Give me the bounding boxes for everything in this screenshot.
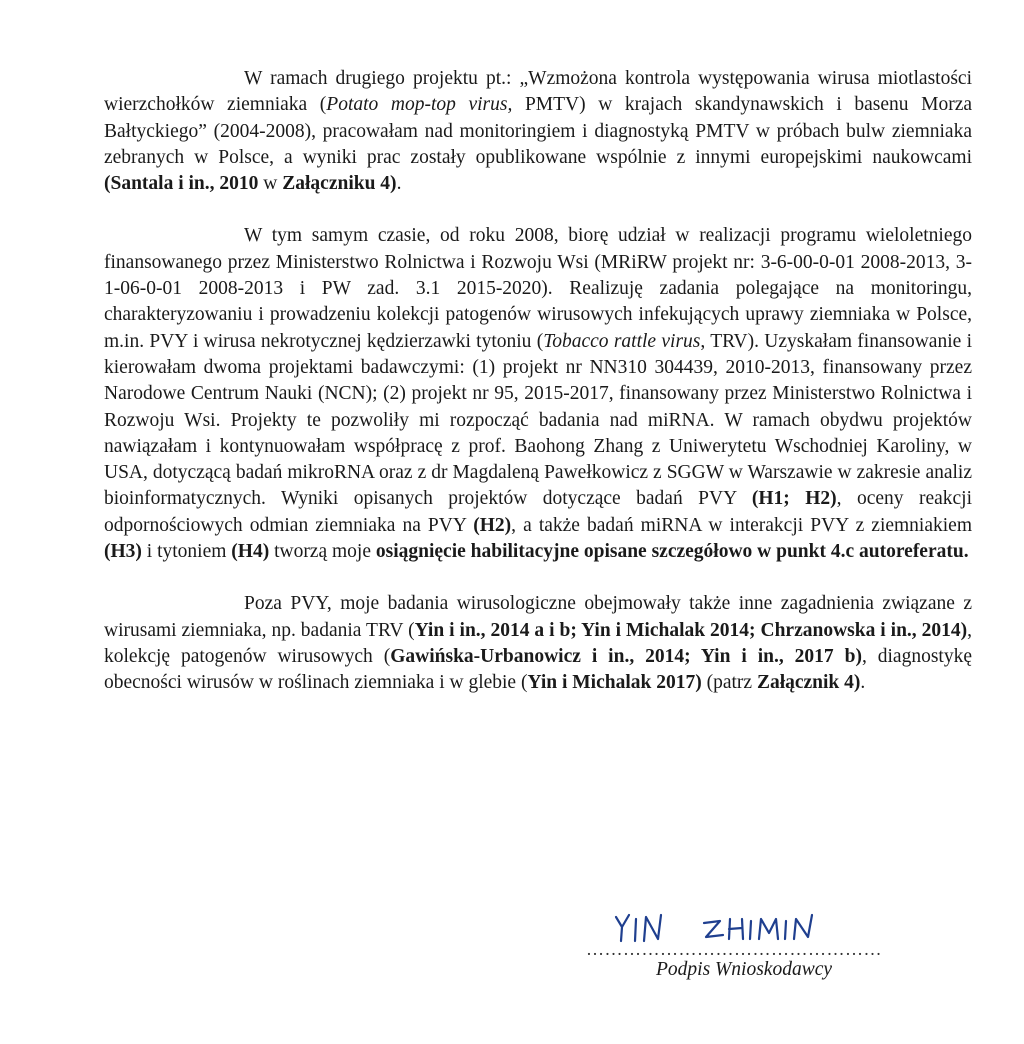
signature-caption: Podpis Wnioskodawcy — [656, 959, 833, 980]
text-run: w — [258, 173, 283, 195]
text-run: . — [396, 173, 402, 195]
text-run: Poza PVY, moje badania wirusologiczne obejmowały także inne zagadnienia związane z wirusami ziemniaka, np. badania TRV ( — [104, 593, 972, 641]
text-run: (Santala i in., 2010 — [104, 173, 259, 195]
text-run: . — [860, 672, 866, 694]
text-run: Potato mop-top virus, — [326, 94, 513, 116]
text-run: W ramach drugiego projektu pt.: „Wzmożona kontrola występowania wirusa miotlastości wierzchołków ziemniaka ( — [104, 68, 972, 116]
text-run: , a także badań miRNA w interakcji PVY z ziemniakiem — [511, 514, 972, 536]
text-run: osiągnięcie habilitacyjne opisane szczegółowo w punkt 4.c autoreferatu. — [375, 541, 969, 563]
signature-block — [586, 905, 976, 985]
text-run: , TRV). Uzyskałam finansowanie i kierowałam dwoma projektami badawczymi: (1) projekt nr NN310 304439, 2010-2013, finansowany przez Narodowe Centrum Nauki (NCN); (2) projekt nr 95, 2015-2017, finansowany przez Ministerstwo Rolnictwa i Rozwoju Wsi. Projekty te pozwoliły mi rozpocząć badania nad miRNA. W ramach obydwu projektów nawiązałam i kontynuowałam współpracę z prof. Baohong Zhang z Uniwerytetu Wschodniej Karoliny, w USA, dotyczącą badań mikroRNA oraz z dr Magdaleną Pawełkowicz z SGGW w Warszawie w zakresie analiz bioinformatycznych. Wyniki opisanych projektów dotyczące badań PVY — [104, 330, 972, 510]
text-run: (H4) — [231, 541, 270, 563]
text-run: tworzą moje — [269, 541, 376, 563]
text-run: Załączniku 4) — [282, 173, 397, 195]
text-run: i tytoniem — [141, 541, 232, 563]
document-body — [104, 66, 972, 697]
text-run: PMTV) w krajach skandynawskich i basenu Morza Bałtyckiego” (2004-2008), pracowałam nad monitoringiem i diagnostyką PMTV w próbach bulw ziemniaka zebranych w Polsce, a wyniki prac zostały opublikowane wspólnie z innymi europejskimi naukowcami — [104, 94, 973, 168]
text-run: Gawińska-Urbanowicz i in., 2014; Yin i in., 2017 b) — [390, 645, 862, 667]
text-run: (H2) — [473, 514, 512, 536]
paragraph-3 — [104, 591, 972, 696]
text-run: Yin i in., 2014 a i b; Yin i Michalak 2014; Chrzanowska i in., 2014) — [414, 619, 968, 641]
text-run: , kolekcję patogenów wirusowych ( — [104, 619, 972, 667]
paragraph-2 — [104, 223, 972, 565]
text-run: (H1; H2) — [751, 488, 837, 510]
text-run: (H3) — [104, 541, 142, 563]
text-run: W tym samym czasie, od roku 2008, biorę udział w realizacji programu wieloletniego finansowanego przez Ministerstwo Rolnictwa i Rozwoju Wsi (MRiRW projekt nr: 3-6-00-0-01 2008-2013, 3-1-06-0-01 2008-2013 i PW zad. 3.1 2015-2020). Realizuję zadania polegające na monitoringu, charakteryzowaniu i prowadzeniu kolekcji patogenów wirusowych infekujących uprawy ziemniaka w Polsce, m.in. PVY i wirusa nekrotycznej kędzierzawki tytoniu ( — [104, 225, 972, 352]
text-run: Załącznik 4) — [756, 672, 861, 694]
text-run: , diagnostykę obecności wirusów w roślinach ziemniaka i w glebie ( — [104, 645, 972, 694]
text-run: , oceny reakcji odpornościowych odmian ziemniaka na PVY — [104, 488, 972, 536]
paragraph-1 — [104, 66, 972, 197]
text-run: Tobacco rattle virus — [543, 330, 701, 352]
text-run: (patrz — [701, 672, 757, 694]
text-run: Yin i Michalak 2017) — [527, 672, 702, 694]
signature-dotted-line: ………………………………………… — [586, 939, 882, 959]
